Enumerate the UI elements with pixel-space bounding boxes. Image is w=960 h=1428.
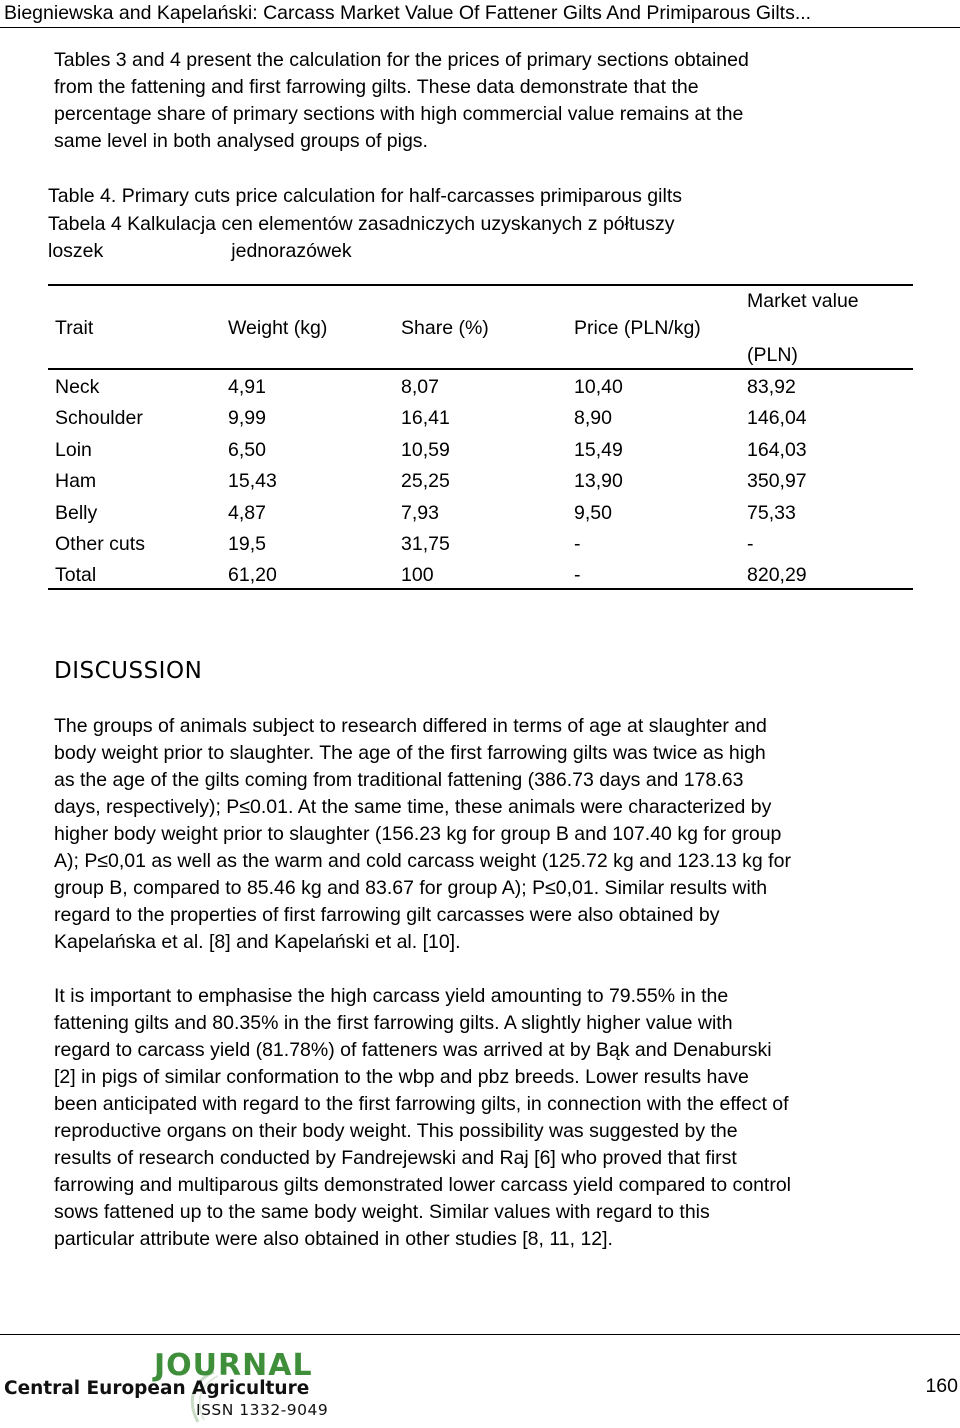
- caption-line-polish: Tabela 4 Kalkulacja cen elementów zasadniczych uzyskanych z półtuszy: [48, 212, 675, 235]
- cell-market-value: 820,29: [747, 564, 807, 587]
- table-top-rule: [48, 284, 913, 286]
- paragraph-line: fattening gilts and 80.35% in the first farrowing gilts. A slightly higher value with: [54, 1012, 733, 1034]
- cell-weight: 6,50: [228, 438, 266, 461]
- paragraph-line: A); P≤0,01 as well as the warm and cold carcass weight (125.72 kg and 123.13 kg for: [54, 850, 791, 872]
- paragraph-line: been anticipated with regard to the first farrowing gilts, in connection with the effect of: [54, 1093, 789, 1115]
- paragraph-line: reproductive organs on their body weight. This possibility was suggested by the: [54, 1120, 738, 1142]
- footer-rule: [0, 1334, 960, 1335]
- cell-market-value: 83,92: [747, 376, 796, 398]
- intro-line: Tables 3 and 4 present the calculation for the prices of primary sections obtained: [54, 49, 749, 71]
- discussion-paragraph-2: [54, 983, 924, 1253]
- cell-price: -: [574, 564, 581, 587]
- header-share: Share (%): [401, 317, 489, 339]
- cell-price: -: [574, 533, 581, 555]
- cell-trait: Loin: [55, 438, 92, 461]
- cell-market-value: 75,33: [747, 501, 796, 524]
- logo-issn: ISSN 1332-9049: [196, 1401, 329, 1419]
- paragraph-line: regard to the properties of first farrowing gilt carcasses were also obtained by: [54, 904, 720, 926]
- paragraph-line: regard to carcass yield (81.78%) of fatteners was arrived at by Bąk and Denaburski: [54, 1039, 772, 1061]
- table-caption: [48, 183, 682, 266]
- running-header: Biegniewska and Kapelański: Carcass Market Value Of Fattener Gilts And Primiparous Gilts...: [4, 2, 812, 24]
- intro-line: percentage share of primary sections with high commercial value remains at the: [54, 103, 744, 125]
- paragraph-line: It is important to emphasise the high carcass yield amounting to 79.55% in the: [54, 985, 729, 1007]
- cell-price: 10,40: [574, 376, 623, 398]
- discussion-paragraph-1: [54, 713, 924, 956]
- cell-market-value: 146,04: [747, 407, 807, 430]
- caption-line-polish-cont: [48, 238, 682, 266]
- caption-line-english: Table 4. Primary cuts price calculation for half-carcasses primiparous gilts: [48, 185, 682, 207]
- cell-trait: Total: [55, 564, 97, 587]
- cell-trait: Belly: [55, 501, 98, 524]
- cell-weight: 15,43: [228, 470, 277, 493]
- header-rule: [0, 27, 960, 28]
- paragraph-line: sows fattened up to the same body weight. Similar values with regard to this: [54, 1201, 710, 1223]
- caption-word: jednorazówek: [231, 240, 352, 262]
- table-header-rule: [48, 368, 913, 370]
- header-trait: Trait: [55, 317, 94, 339]
- paragraph-line: days, respectively); P≤0.01. At the same time, these animals were characterized by: [54, 796, 772, 818]
- paragraph-line: results of research conducted by Fandrejewski and Raj [6] who proved that first: [54, 1147, 737, 1169]
- journal-logo: [4, 1350, 344, 1424]
- cell-price: 8,90: [574, 407, 612, 430]
- intro-line: from the fattening and first farrowing gilts. These data demonstrate that the: [54, 76, 699, 98]
- logo-journal-word: JOURNAL: [154, 1348, 313, 1383]
- cell-price: 15,49: [574, 438, 623, 461]
- cell-weight: 4,91: [228, 376, 266, 398]
- cell-trait: Other cuts: [55, 533, 145, 555]
- intro-paragraph: [54, 47, 924, 155]
- cell-trait: Schoulder: [55, 407, 143, 430]
- paragraph-line: body weight prior to slaughter. The age of the first farrowing gilts was twice as high: [54, 742, 766, 764]
- logo-journal-name: Central European Agriculture: [4, 1378, 310, 1399]
- paragraph-line: Kapelańska et al. [8] and Kapelański et al. [10].: [54, 931, 461, 953]
- paragraph-line: higher body weight prior to slaughter (156.23 kg for group B and 107.40 kg for group: [54, 823, 782, 845]
- paragraph-line: [2] in pigs of similar conformation to the wbp and pbz breeds. Lower results have: [54, 1066, 749, 1088]
- paragraph-line: as the age of the gilts coming from traditional fattening (386.73 days and 178.63: [54, 769, 744, 791]
- cell-weight: 19,5: [228, 533, 266, 555]
- header-market-value: Market value: [747, 290, 859, 312]
- cell-share: 25,25: [401, 470, 450, 493]
- cell-share: 100: [401, 564, 434, 587]
- cell-share: 8,07: [401, 376, 439, 398]
- cell-share: 16,41: [401, 407, 450, 430]
- header-price: Price (PLN/kg): [574, 317, 701, 339]
- cell-share: 10,59: [401, 438, 450, 461]
- cell-weight: 9,99: [228, 407, 266, 430]
- cell-price: 9,50: [574, 501, 612, 524]
- cell-market-value: 164,03: [747, 438, 807, 461]
- section-heading: DISCUSSION: [54, 658, 203, 684]
- table-bottom-rule: [48, 588, 913, 590]
- cell-weight: 61,20: [228, 564, 277, 587]
- cell-market-value: -: [747, 533, 754, 555]
- page-number: 160: [925, 1375, 958, 1397]
- paragraph-line: farrowing and multiparous gilts demonstrated lower carcass yield compared to control: [54, 1174, 792, 1196]
- cell-market-value: 350,97: [747, 470, 807, 493]
- cell-share: 7,93: [401, 501, 439, 524]
- paragraph-line: particular attribute were also obtained in other studies [8, 11, 12].: [54, 1228, 613, 1250]
- cell-trait: Neck: [55, 376, 100, 398]
- caption-word: loszek: [48, 240, 104, 262]
- intro-line: same level in both analysed groups of pigs.: [54, 130, 428, 152]
- paragraph-line: group B, compared to 85.46 kg and 83.67 for group A); P≤0,01. Similar results with: [54, 877, 768, 899]
- cell-trait: Ham: [55, 470, 97, 493]
- header-market-unit: (PLN): [747, 344, 798, 366]
- cell-weight: 4,87: [228, 501, 266, 524]
- header-weight: Weight (kg): [228, 317, 328, 339]
- paragraph-line: The groups of animals subject to research differed in terms of age at slaughter and: [54, 715, 767, 737]
- cell-share: 31,75: [401, 533, 450, 555]
- cell-price: 13,90: [574, 470, 623, 493]
